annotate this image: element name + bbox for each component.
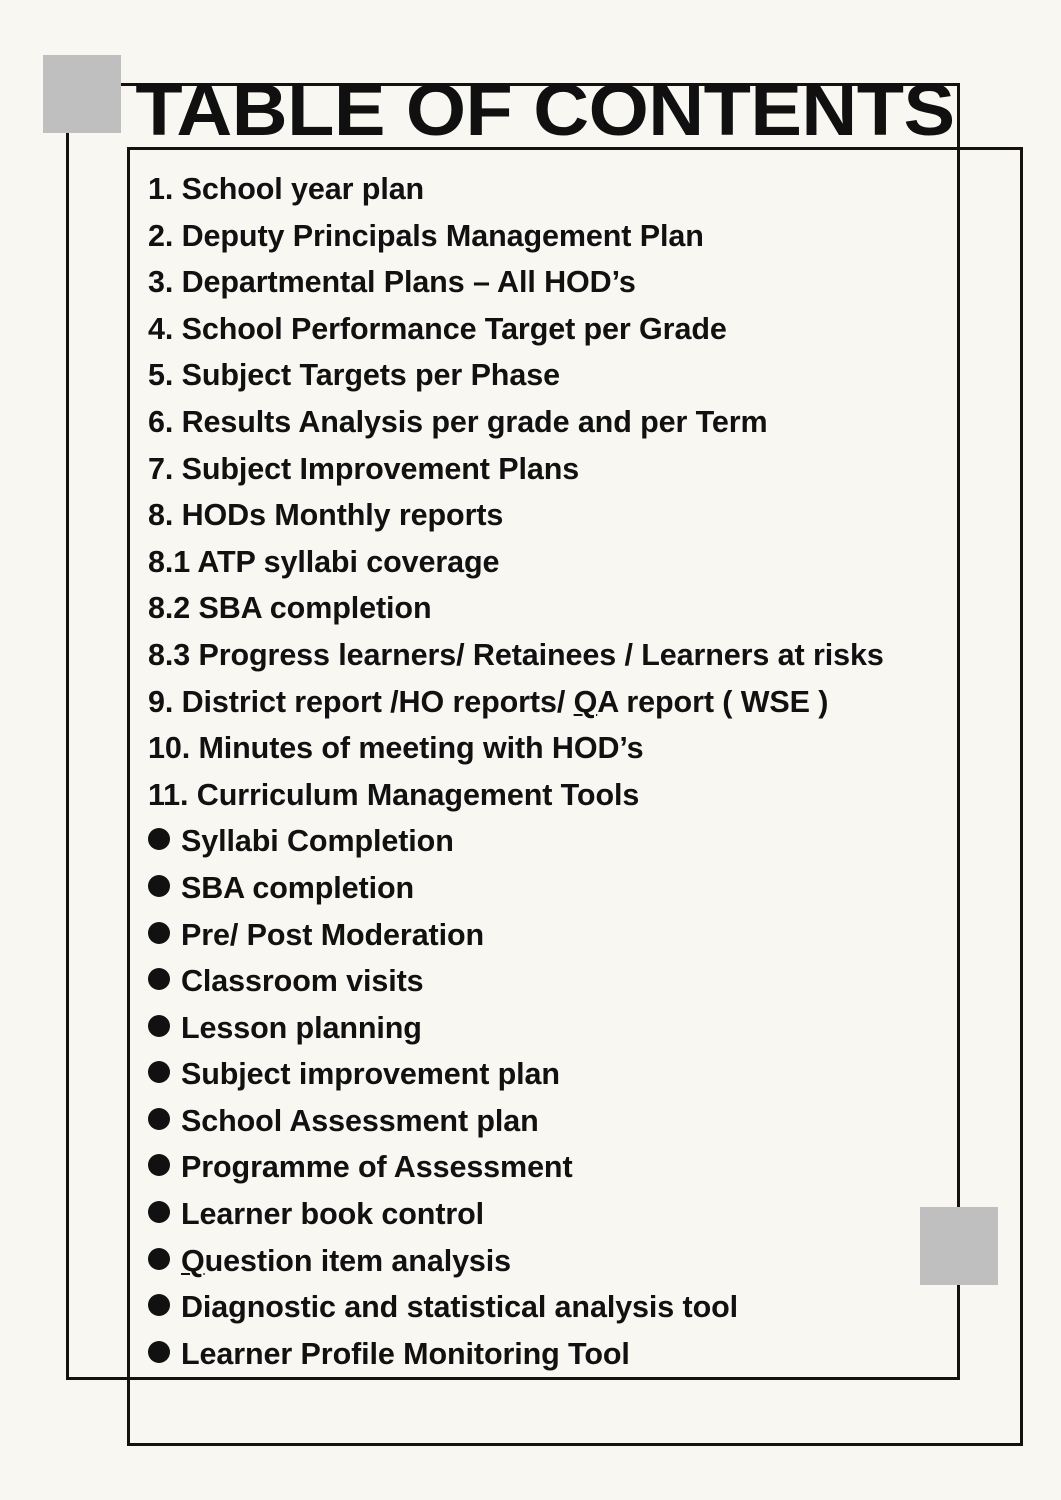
- list-item-numbered: [148, 685, 998, 732]
- list-item-bullet: [148, 824, 998, 871]
- list-item-bullet: [148, 1150, 998, 1197]
- list-item-numbered: [148, 405, 998, 452]
- list-item-numbered: [148, 358, 998, 405]
- list-item-label: Classroom visits: [181, 964, 424, 999]
- list-item-numbered: [148, 265, 998, 312]
- list-item-bullet: [148, 918, 998, 965]
- list-item-label: 8. HODs Monthly reports: [148, 498, 504, 533]
- list-item-label: 6. Results Analysis per grade and per Term: [148, 404, 768, 439]
- list-item-label: 2. Deputy Principals Management Plan: [148, 218, 704, 253]
- list-item-bullet: [148, 871, 998, 918]
- list-item-label: Programme of Assessment: [181, 1150, 573, 1185]
- list-item-label: Pre/ Post Moderation: [181, 917, 485, 952]
- list-item-label: Syllabi Completion: [181, 824, 454, 859]
- bullet-dot-icon: [148, 1108, 170, 1130]
- list-item-label: Subject improvement plan: [181, 1057, 560, 1092]
- list-item-numbered: [148, 545, 998, 592]
- list-item-label: 11. Curriculum Management Tools: [148, 777, 640, 812]
- bullet-dot-icon: [148, 1201, 170, 1223]
- list-item-numbered: [148, 638, 998, 685]
- list-item-bullet: [148, 1337, 998, 1384]
- table-of-contents-list: [148, 172, 998, 1383]
- list-item-label: 1. School year plan: [148, 172, 425, 206]
- list-item-label: 8.2 SBA completion: [148, 591, 432, 626]
- list-item-label: 4. School Performance Target per Grade: [148, 311, 727, 346]
- bullet-dot-icon: [148, 968, 170, 990]
- list-item-label: Learner Profile Monitoring Tool: [181, 1336, 630, 1371]
- list-item-label: 8.1 ATP syllabi coverage: [148, 544, 500, 579]
- list-item-numbered: [148, 591, 998, 638]
- list-item-label: 5. Subject Targets per Phase: [148, 358, 560, 393]
- bullet-dot-icon: [148, 1294, 170, 1316]
- bullet-dot-icon: [148, 875, 170, 897]
- list-item-label: 9. District report /HO reports/ QA report ( WSE ): [148, 684, 829, 719]
- list-item-bullet: [148, 964, 998, 1011]
- bullet-dot-icon: [148, 1248, 170, 1270]
- bullet-dot-icon: [148, 828, 170, 850]
- page-title: TABLE OF CONTENTS: [135, 70, 955, 151]
- list-item-numbered: [148, 731, 998, 778]
- bullet-dot-icon: [148, 1154, 170, 1176]
- list-item-label: 3. Departmental Plans – All HOD’s: [148, 265, 636, 300]
- list-item-label: Question item analysis: [181, 1243, 512, 1278]
- list-item-numbered: [148, 312, 998, 359]
- list-item-bullet: [148, 1011, 998, 1058]
- list-item-label: 7. Subject Improvement Plans: [148, 451, 580, 486]
- accent-square-top-left: [43, 55, 121, 133]
- list-item-label: 10. Minutes of meeting with HOD’s: [148, 731, 644, 766]
- list-item-numbered: [148, 219, 998, 266]
- list-item-label: Diagnostic and statistical analysis tool: [181, 1290, 739, 1325]
- list-item-numbered: [148, 172, 998, 219]
- list-item-bullet: [148, 1104, 998, 1151]
- list-item-numbered: [148, 452, 998, 499]
- list-item-label: 8.3 Progress learners/ Retainees / Learners at risks: [148, 637, 884, 672]
- list-item-label: Lesson planning: [181, 1010, 422, 1045]
- list-item-label: Learner book control: [181, 1197, 485, 1232]
- list-item-bullet: [148, 1290, 998, 1337]
- list-item-bullet: [148, 1197, 998, 1244]
- bullet-dot-icon: [148, 1341, 170, 1363]
- list-item-label: School Assessment plan: [181, 1103, 539, 1138]
- list-item-bullet: [148, 1057, 998, 1104]
- list-item-numbered: [148, 498, 998, 545]
- list-item-label: SBA completion: [181, 870, 415, 905]
- bullet-dot-icon: [148, 1061, 170, 1083]
- list-item-numbered: [148, 778, 998, 825]
- list-item-bullet: [148, 1244, 998, 1291]
- bullet-dot-icon: [148, 922, 170, 944]
- bullet-dot-icon: [148, 1015, 170, 1037]
